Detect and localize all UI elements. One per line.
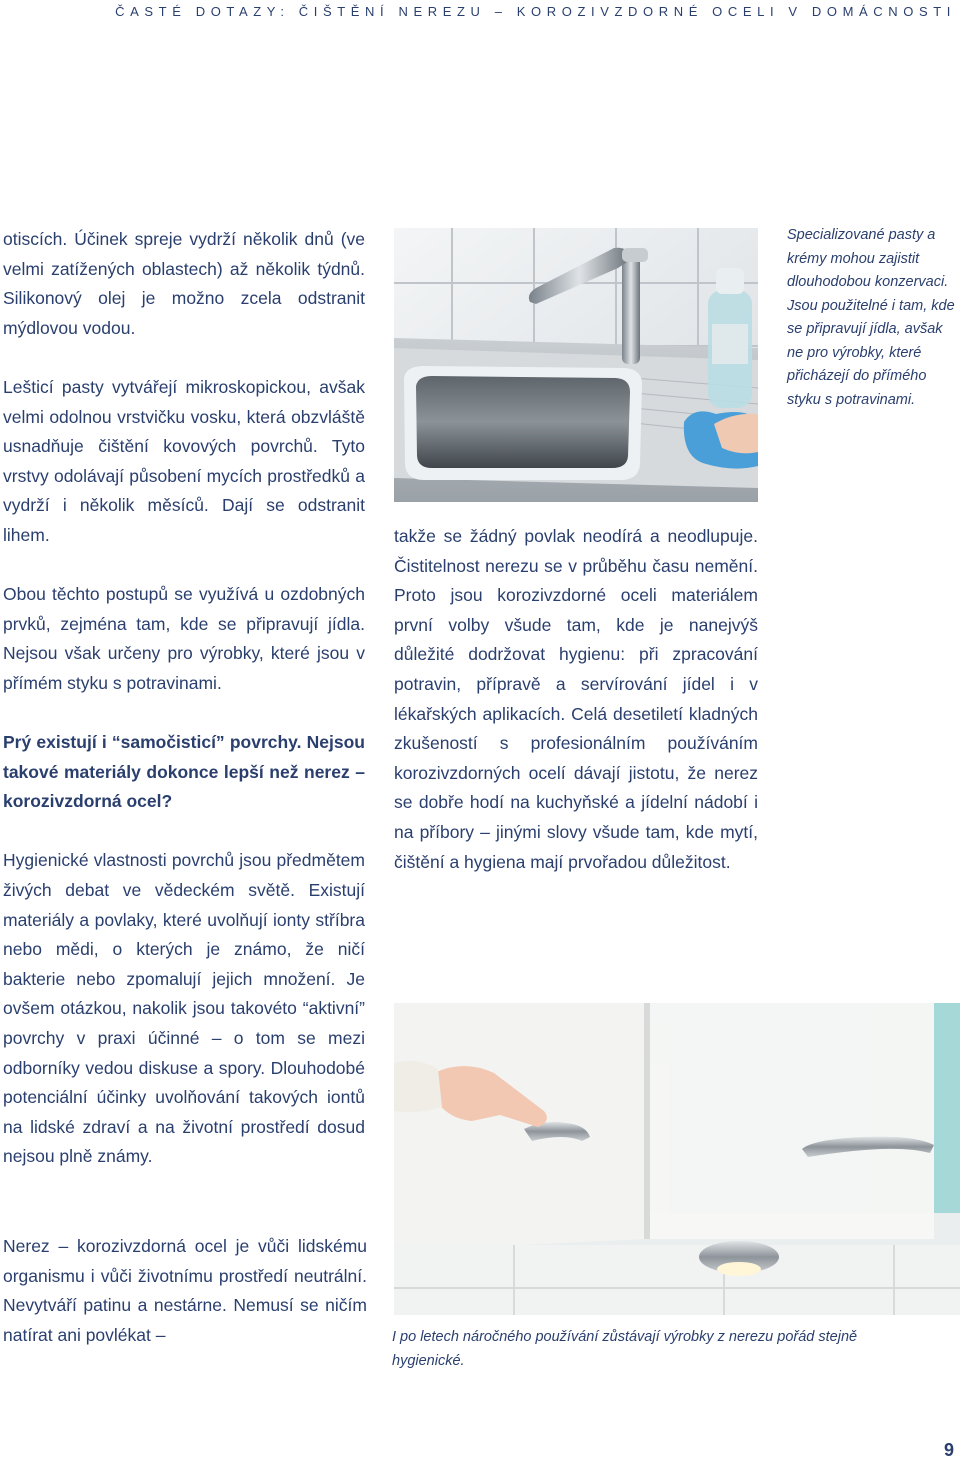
running-header: ČASTÉ DOTAZY: ČIŠTĚNÍ NEREZU – KOROZIVZDORNÉ OCELI V DOMÁCNOSTI [115, 4, 956, 19]
page-number: 9 [943, 1440, 954, 1460]
paragraph: takže se žádný povlak neodírá a neodlupuje. Čistitelnost nerezu se v průběhu času nemění. Proto jsou korozivzdorné oceli materiálem první volby všude tam, kde je nanejvýš důležité dodržovat hygienu: při zpracování potravin, přípravě a servírování jídel i v lékařských aplikacích. Celá desetiletí kladných zkušeností s profesionálním používáním korozivzdorných ocelí dávají jistotu, že nerez se dobře hodí na kuchyňské a jídelní nádobí i na příbory – jinými slovy všude tam, kde mytí, čištění a hygiena mají prvořadou důležitost. [394, 526, 758, 872]
middle-text-column [394, 522, 758, 877]
paragraph: Hygienické vlastnosti povrchů jsou předmětem živých debat ve vědeckém světě. Existují materiály a povlaky, které uvolňují ionty stříbra nebo mědi, o kterých je známo, že ničí bakterie nebo zpomalují jejich množení. Je ovšem otázkou, nakolik jsou takovéto “aktivní” povrchy v praxi účinné – o tom se mezi odborníky vedou diskuse a spory. Dlouhodobé potenciální účinky uvolňování takových iontů na lidské zdraví a na životní prostředí dosud nejsou plně známy. [3, 850, 365, 1167]
paragraph: Obou těchto postupů se využívá u ozdobných prvků, zejména tam, kde se připravují jídla. Nejsou však určeny pro výrobky, které jsou v přímém styku s potravinami. [3, 584, 365, 693]
cabinet-photo [394, 1003, 960, 1315]
paragraph: otiscích. Účinek spreje vydrží několik dnů (ve velmi zatížených oblastech) až několik týdnů. Silikonový olej je možno zcela odstranit mýdlovou vodou. [3, 229, 365, 338]
bottom-left-text [3, 1232, 367, 1350]
side-caption: Specializované pasty a krémy mohou zajistit dlouhodobou konzervaci. Jsou použitelné i tam, kde se připravují jídla, avšak ne pro výrobky, které přicházejí do přímého styku s potravinami. [787, 227, 955, 408]
bottom-caption: I po letech náročného používání zůstávají výrobky z nerezu pořád stejně hygienické. [392, 1329, 858, 1369]
paragraph: Nerez – korozivzdorná ocel je vůči lidskému organismu i vůči životnímu prostředí neutrální. Nevytváří patinu a nestárne. Nemusí se ničím natírat ani povlékat – [3, 1236, 367, 1345]
sink-photo [394, 228, 758, 502]
left-text-column [3, 225, 365, 1172]
question-heading: Prý existují i “samočisticí” povrchy. Nejsou takové materiály dokonce lepší než nerez – korozivzdorná ocel? [3, 732, 365, 812]
paragraph: Lešticí pasty vytvářejí mikroskopickou, avšak velmi odolnou vrstvičku vosku, která obzvláště usnadňuje čištění kovových povrchů. Tyto vrstvy odolávají působení mycích prostředků a vydrží i několik měsíců. Dají se odstranit lihem. [3, 376, 365, 545]
